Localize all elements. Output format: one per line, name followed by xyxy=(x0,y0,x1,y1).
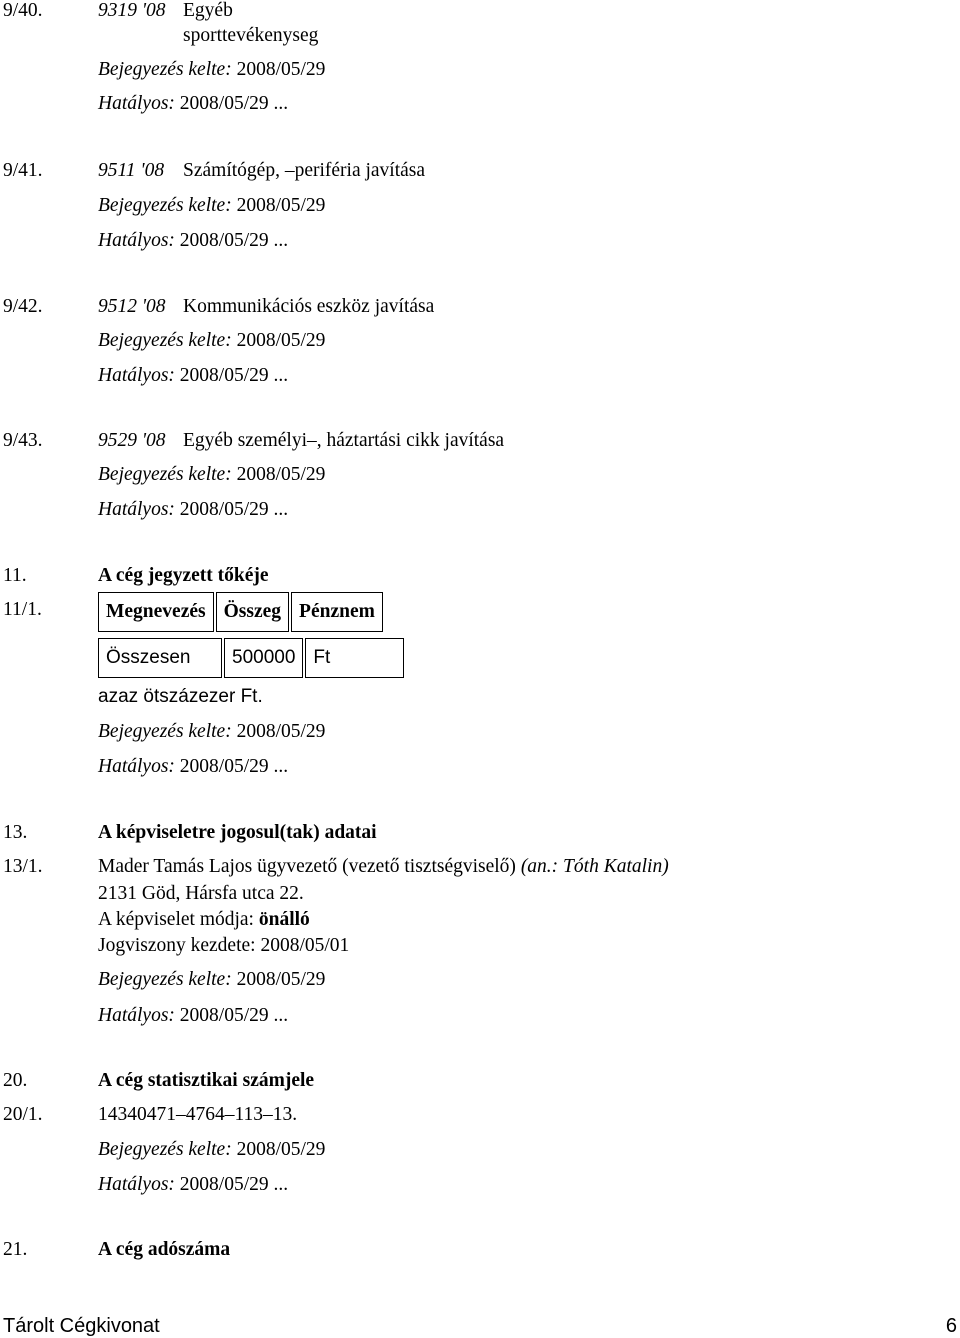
registration-line: Bejegyezés kelte: 2008/05/29 xyxy=(98,721,326,742)
activity-code: 9511 '08 xyxy=(98,160,165,181)
activity-name: Kommunikációs eszköz javítása xyxy=(183,296,435,317)
effective-line: Hatályos: 2008/05/29 ... xyxy=(98,365,289,386)
table-cell: Ft xyxy=(305,638,404,678)
capital-table xyxy=(96,590,385,634)
footer-title: Tárolt Cégkivonat xyxy=(3,1315,160,1337)
effective-line: Hatályos: 2008/05/29 ... xyxy=(98,1005,289,1026)
section-number: 20. xyxy=(3,1070,28,1091)
table-cell: 500000 xyxy=(224,638,303,678)
section-number: 13. xyxy=(3,822,28,843)
activity-code: 9512 '08 xyxy=(98,296,166,317)
registration-line: Bejegyezés kelte: 2008/05/29 xyxy=(98,59,326,80)
subsection-number: 20/1. xyxy=(3,1104,43,1125)
capital-table-body xyxy=(96,636,406,680)
section-number: 11. xyxy=(3,565,27,586)
amount-in-words: azaz ötszázezer Ft. xyxy=(98,686,263,707)
table-header-row xyxy=(98,592,383,632)
effective-line: Hatályos: 2008/05/29 ... xyxy=(98,499,289,520)
table-header: Megnevezés xyxy=(98,592,214,632)
table-cell: Összesen xyxy=(98,638,222,678)
entry-number: 9/41. xyxy=(3,160,43,181)
registration-line: Bejegyezés kelte: 2008/05/29 xyxy=(98,969,326,990)
activity-name: Egyéb xyxy=(183,0,233,21)
table-row xyxy=(98,638,404,678)
subsection-number: 11/1. xyxy=(3,599,42,620)
subsection-number: 13/1. xyxy=(3,856,43,877)
section-title: A cég jegyzett tőkéje xyxy=(98,565,269,586)
registration-line: Bejegyezés kelte: 2008/05/29 xyxy=(98,195,326,216)
registration-line: Bejegyezés kelte: 2008/05/29 xyxy=(98,330,326,351)
statistical-number: 14340471–4764–113–13. xyxy=(98,1104,298,1125)
effective-line: Hatályos: 2008/05/29 ... xyxy=(98,1174,289,1195)
relationship-start: Jogviszony kezdete: 2008/05/01 xyxy=(98,935,350,956)
activity-name-cont: sporttevékenyseg xyxy=(183,25,319,46)
page-number: 6 xyxy=(945,1315,957,1337)
representation-mode: A képviselet módja: önálló xyxy=(98,909,310,930)
activity-name: Számítógép, –periféria javítása xyxy=(183,160,426,181)
section-title: A képviseletre jogosul(tak) adatai xyxy=(98,822,377,843)
registration-line: Bejegyezés kelte: 2008/05/29 xyxy=(98,1139,326,1160)
table-header: Összeg xyxy=(216,592,289,632)
representative-address: 2131 Göd, Hársfa utca 22. xyxy=(98,883,304,904)
table-header: Pénznem xyxy=(291,592,383,632)
entry-number: 9/40. xyxy=(3,0,43,21)
entry-number: 9/43. xyxy=(3,430,43,451)
section-number: 21. xyxy=(3,1239,28,1260)
effective-line: Hatályos: 2008/05/29 ... xyxy=(98,756,289,777)
section-title: A cég adószáma xyxy=(98,1239,231,1260)
effective-line: Hatályos: 2008/05/29 ... xyxy=(98,230,289,251)
representative-name: Mader Tamás Lajos ügyvezető (vezető tisztségviselő) (an.: Tóth Katalin) xyxy=(98,856,669,877)
activity-code: 9529 '08 xyxy=(98,430,166,451)
effective-line: Hatályos: 2008/05/29 ... xyxy=(98,93,289,114)
registration-line: Bejegyezés kelte: 2008/05/29 xyxy=(98,464,326,485)
section-title: A cég statisztikai számjele xyxy=(98,1070,315,1091)
activity-name: Egyéb személyi–, háztartási cikk javítása xyxy=(183,430,505,451)
activity-code: 9319 '08 xyxy=(98,0,166,21)
entry-number: 9/42. xyxy=(3,296,43,317)
